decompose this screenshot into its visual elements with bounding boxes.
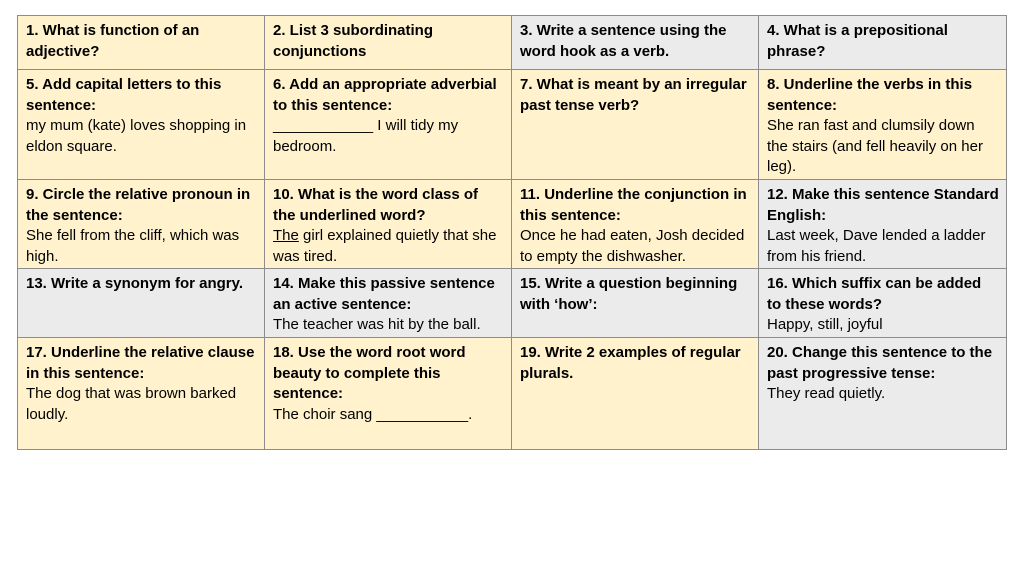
question-text: 20. Change this sentence to the past progressive tense: [767,344,993,382]
question-grid [17,15,1007,450]
question-text: 12. Make this sentence Standard English: [767,186,999,224]
grid-row-5 [18,338,1007,450]
question-cell-4 [759,16,1007,70]
question-cell-8 [759,70,1007,180]
question-sentence: The teacher was hit by the ball. [273,316,481,334]
question-text: 13. Write a synonym for angry. [26,275,244,292]
question-cell-5 [18,70,265,180]
question-sentence: She ran fast and clumsily down the stairs (and fell heavily on her leg). [767,117,983,176]
question-sentence: The dog that was brown barked loudly. [26,385,237,423]
question-text: 2. List 3 subordinating conjunctions [273,22,434,60]
question-sentence: Once he had eaten, Josh decided to empty the dishwasher. [520,227,745,265]
question-cell-3 [512,16,759,70]
question-text: 18. Use the word root word beauty to complete this sentence: [273,344,466,403]
question-text: 19. Write 2 examples of regular plurals. [520,344,741,382]
question-cell-14 [265,269,512,338]
question-text: 17. Underline the relative clause in this sentence: [26,344,255,382]
question-text: 11. Underline the conjunction in this sentence: [520,186,747,224]
question-cell-13 [18,269,265,338]
question-text: 1. What is function of an adjective? [26,22,200,60]
question-cell-20 [759,338,1007,450]
grid-row-1 [18,16,1007,70]
question-cell-19 [512,338,759,450]
grid-row-4 [18,269,1007,338]
question-text: 7. What is meant by an irregular past tense verb? [520,76,747,114]
question-cell-7 [512,70,759,180]
question-cell-17 [18,338,265,450]
question-cell-10 [265,180,512,269]
question-text: 6. Add an appropriate adverbial to this sentence: [273,76,497,114]
question-text: 15. Write a question beginning with ‘how’: [520,275,738,313]
question-cell-6 [265,70,512,180]
question-sentence: The choir sang ___________. [273,405,473,423]
question-text: 16. Which suffix can be added to these words? [767,275,982,313]
question-sentence: Happy, still, joyful [767,316,883,334]
question-sentence: my mum (kate) loves shopping in eldon square. [26,117,247,155]
question-text: 5. Add capital letters to this sentence: [26,76,222,114]
grid-row-2 [18,70,1007,180]
question-cell-16 [759,269,1007,338]
question-cell-12 [759,180,1007,269]
question-cell-2 [265,16,512,70]
question-cell-15 [512,269,759,338]
question-text: 3. Write a sentence using the word hook as a verb. [520,22,727,60]
question-cell-1 [18,16,265,70]
question-sentence: Last week, Dave lended a ladder from his friend. [767,227,986,265]
question-cell-9 [18,180,265,269]
question-text: 4. What is a prepositional phrase? [767,22,948,60]
question-text: 8. Underline the verbs in this sentence: [767,76,973,114]
underlined-word: The [273,227,299,245]
question-text: 14. Make this passive sentence an active sentence: [273,275,495,313]
question-text: 10. What is the word class of the underlined word? [273,186,479,224]
question-sentence: ____________ I will tidy my bedroom. [273,117,459,155]
question-sentence: They read quietly. [767,385,886,403]
question-sentence [273,226,504,267]
question-cell-18 [265,338,512,450]
grid-row-3 [18,180,1007,269]
question-text: 9. Circle the relative pronoun in the sentence: [26,186,251,224]
question-cell-11 [512,180,759,269]
question-sentence: She fell from the cliff, which was high. [26,227,240,265]
sentence-rest: girl explained quietly that she was tired. [273,227,497,265]
